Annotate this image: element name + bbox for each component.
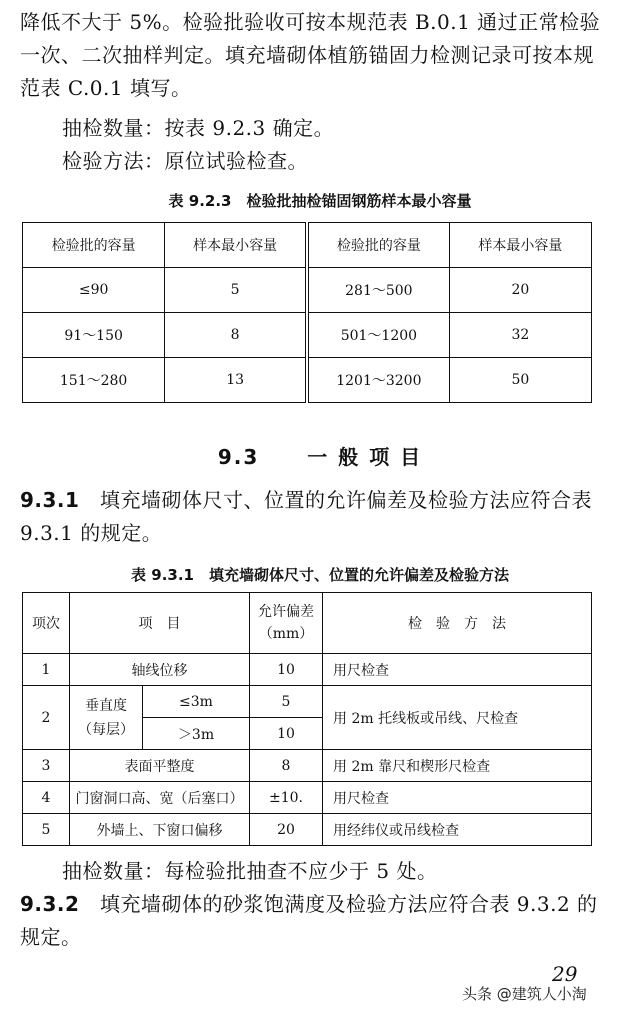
clause-9-3-2-line-1: [20, 888, 620, 921]
table-row: [23, 268, 592, 313]
table-cell: 13: [165, 358, 307, 403]
table-cell: 用 2m 托线板或吊线、尺检查: [323, 686, 592, 750]
table-cell: 轴线位移: [70, 654, 250, 686]
table-row: [23, 686, 592, 718]
table-cell: 281～500: [307, 268, 449, 313]
header-method: 检 验 方 法: [323, 593, 592, 654]
sampling-text: 抽检数量：按表 9.2.3 确定。: [62, 116, 335, 140]
table-cell: 10: [250, 718, 323, 750]
header-item: 项 目: [70, 593, 250, 654]
intro-line-3: 范表 C.0.1 填写。: [20, 76, 192, 100]
intro-line-1: 降低不大于 5%。检验批验收可按本规范表 B.0.1 通过正常检验: [20, 10, 601, 34]
section-number: 9.3: [217, 445, 260, 469]
table-9-2-3: [22, 222, 592, 403]
table-cell: 用尺检查: [323, 654, 592, 686]
table2-caption: 表 9.3.1 填充墙砌体尺寸、位置的允许偏差及检验方法: [131, 566, 509, 584]
item-line2: （每层）: [78, 721, 134, 738]
table-cell: 5: [165, 268, 307, 313]
table-cell: ≤3m: [143, 686, 250, 718]
table-cell: 门窗洞口高、宽（后塞口）: [70, 782, 250, 814]
table-row: [23, 750, 592, 782]
header-tolerance: [250, 593, 323, 654]
table-row: [23, 814, 592, 846]
method-text: 检验方法：原位试验检查。: [62, 149, 308, 173]
section-title: 一 般 项 目: [307, 445, 423, 469]
sampling-text-2: 抽检数量：每检验批抽查不应少于 5 处。: [62, 859, 438, 883]
table-cell: 表面平整度: [70, 750, 250, 782]
table-cell: [70, 686, 143, 750]
table-cell: 5: [23, 814, 70, 846]
table-cell: 5: [250, 686, 323, 718]
table-row: [23, 358, 592, 403]
watermark: 头条 @建筑人小淘: [462, 985, 587, 1003]
clause-number: 9.3.2: [20, 892, 80, 916]
section-heading: [0, 441, 640, 470]
table1-caption: 表 9.2.3 检验批抽检锚固钢筋样本最小容量: [168, 192, 472, 210]
header-cell: 检验批的容量: [307, 223, 449, 268]
table-cell: ＞3m: [143, 718, 250, 750]
table-cell: 8: [165, 313, 307, 358]
table-9-3-1: [22, 592, 592, 846]
header-cell: 检验批的容量: [23, 223, 165, 268]
header-cell: 样本最小容量: [449, 223, 591, 268]
header-cell: 样本最小容量: [165, 223, 307, 268]
header-no: 项次: [23, 593, 70, 654]
table-cell: 4: [23, 782, 70, 814]
clause-9-3-2-line-2: 规定。: [20, 925, 82, 949]
table-cell: 20: [250, 814, 323, 846]
table-cell: 501～1200: [307, 313, 449, 358]
table-header-row: [23, 223, 592, 268]
header-tolerance-line1: 允许偏差: [258, 604, 314, 620]
intro-line-2: 一次、二次抽样判定。填充墙砌体植筋锚固力检测记录可按本规: [20, 43, 594, 67]
clause-9-3-1-line-1: [20, 484, 620, 517]
table-row: [23, 654, 592, 686]
table-cell: 151～280: [23, 358, 165, 403]
table-cell: 外墙上、下窗口偏移: [70, 814, 250, 846]
table-cell: 8: [250, 750, 323, 782]
clause-text: 填充墙砌体的砂浆饱满度及检验方法应符合表 9.3.2 的: [99, 892, 598, 916]
table-row: [23, 313, 592, 358]
clause-9-3-1-line-2: 9.3.1 的规定。: [20, 521, 163, 545]
table-cell: 10: [250, 654, 323, 686]
clause-number: 9.3.1: [20, 488, 80, 512]
table-cell: 1201～3200: [307, 358, 449, 403]
table-header-row: [23, 593, 592, 654]
table-cell: ±10.: [250, 782, 323, 814]
table-cell: 3: [23, 750, 70, 782]
table-cell: 91～150: [23, 313, 165, 358]
table-cell: 2: [23, 686, 70, 750]
clause-text: 填充墙砌体尺寸、位置的允许偏差及检验方法应符合表: [99, 488, 592, 512]
table-cell: 1: [23, 654, 70, 686]
page-number: 29: [552, 962, 578, 986]
header-tolerance-line2: （mm）: [258, 626, 314, 642]
table-cell: 用 2m 靠尺和楔形尺检查: [323, 750, 592, 782]
item-line1: 垂直度: [85, 697, 127, 714]
table-cell: 用经纬仪或吊线检查: [323, 814, 592, 846]
table-cell: 20: [449, 268, 591, 313]
table-cell: ≤90: [23, 268, 165, 313]
table-cell: 32: [449, 313, 591, 358]
table-row: [23, 782, 592, 814]
table-cell: 50: [449, 358, 591, 403]
table-cell: 用尺检查: [323, 782, 592, 814]
